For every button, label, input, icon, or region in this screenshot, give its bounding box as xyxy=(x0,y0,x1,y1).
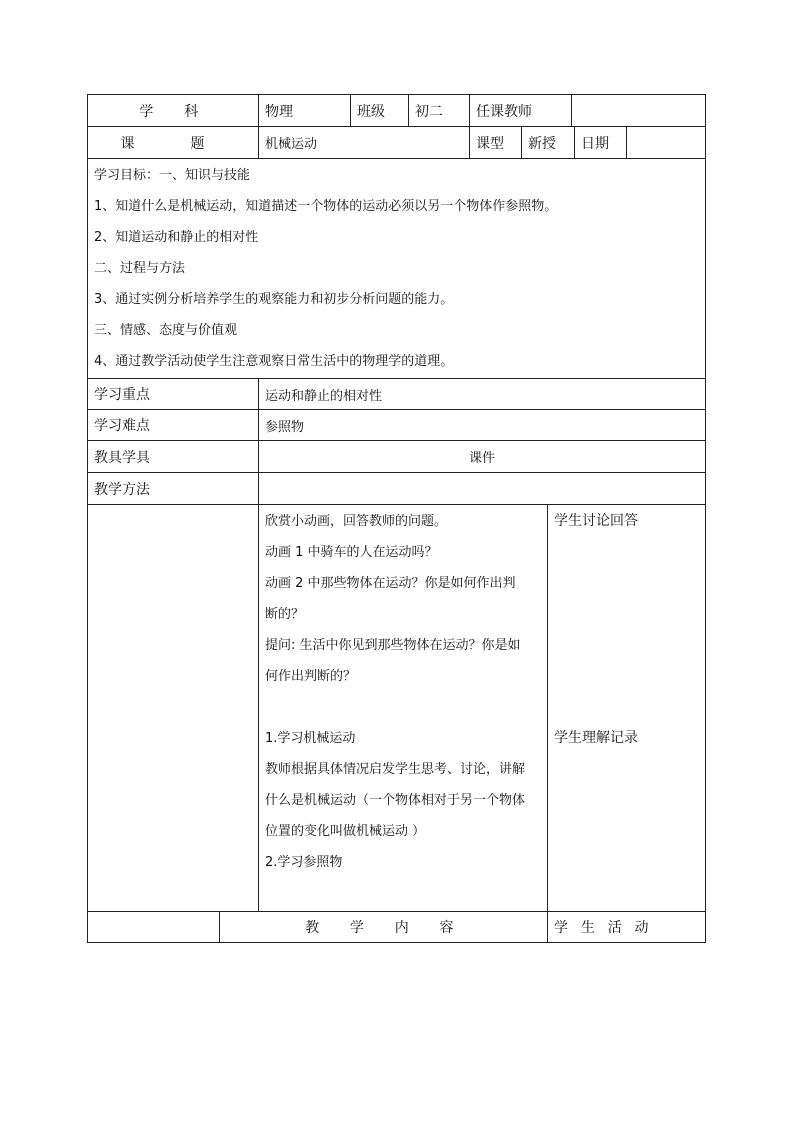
process-left-blank xyxy=(87,504,259,912)
class-label: 班级 xyxy=(350,94,409,127)
content-line: 什么是机械运动（一个物体相对于另一个物体 xyxy=(265,793,526,808)
objective-line: 2、知道运动和静止的相对性 xyxy=(94,230,259,245)
difficulty-label: 学习难点 xyxy=(87,409,259,441)
tools-label: 教具学具 xyxy=(87,440,259,473)
objective-line: 1、知道什么是机械运动，知道描述一个物体的运动必须以另一个物体作参照物。 xyxy=(94,199,558,214)
class-value: 初二 xyxy=(408,94,470,127)
objective-line: 三、情感、态度与价值观 xyxy=(94,323,238,338)
type-label: 课型 xyxy=(469,126,522,159)
method-label: 教学方法 xyxy=(87,472,259,505)
activity-line: 学生理解记录 xyxy=(554,730,638,746)
teaching-content-header: 教 学 内 容 xyxy=(219,911,548,943)
objective-line: 学习目标：一、知识与技能 xyxy=(94,168,251,183)
objective-line: 二、过程与方法 xyxy=(94,261,186,276)
content-line: 位置的变化叫做机械运动 ） xyxy=(265,824,426,839)
type-value: 新授 xyxy=(521,126,575,159)
content-line: 断的？ xyxy=(265,607,305,622)
content-line: 2.学习参照物 xyxy=(265,855,343,870)
student-activity-header: 学 生 活 动 xyxy=(547,911,706,943)
content-line: 动画 1 中骑车的人在运动吗？ xyxy=(265,545,438,560)
learning-objectives xyxy=(87,158,706,379)
topic-value: 机械运动 xyxy=(258,126,470,159)
difficulty-value: 参照物 xyxy=(258,409,706,441)
subject-label: 学 科 xyxy=(87,94,259,127)
subject-value: 物理 xyxy=(258,94,351,127)
objective-line: 4、通过教学活动使学生注意观察日常生活中的物理学的道理。 xyxy=(94,354,454,369)
method-value xyxy=(258,472,706,505)
student-activity xyxy=(547,504,706,912)
content-line: 提问: 生活中你见到那些物体在运动？你是如 xyxy=(265,638,521,653)
footer-left-blank xyxy=(87,911,220,943)
activity-line: 学生讨论回答 xyxy=(554,513,638,529)
teacher-value xyxy=(571,94,706,127)
content-line: 教师根据具体情况启发学生思考、讨论，讲解 xyxy=(265,762,526,777)
date-value xyxy=(626,126,706,159)
date-label: 日期 xyxy=(574,126,627,159)
teacher-label: 任课教师 xyxy=(469,94,572,127)
objective-line: 3、通过实例分析培养学生的观察能力和初步分析问题的能力。 xyxy=(94,292,454,307)
key-point-value: 运动和静止的相对性 xyxy=(258,378,706,410)
topic-label: 课 题 xyxy=(87,126,259,159)
content-line: 欣赏小动画，回答教师的问题。 xyxy=(265,514,448,529)
content-line: 1.学习机械运动 xyxy=(265,731,356,746)
tools-value: 课件 xyxy=(258,440,706,473)
content-line: 动画 2 中那些物体在运动？你是如何作出判 xyxy=(265,576,516,591)
teaching-content xyxy=(258,504,548,912)
content-line: 何作出判断的？ xyxy=(265,669,357,684)
key-point-label: 学习重点 xyxy=(87,378,259,410)
